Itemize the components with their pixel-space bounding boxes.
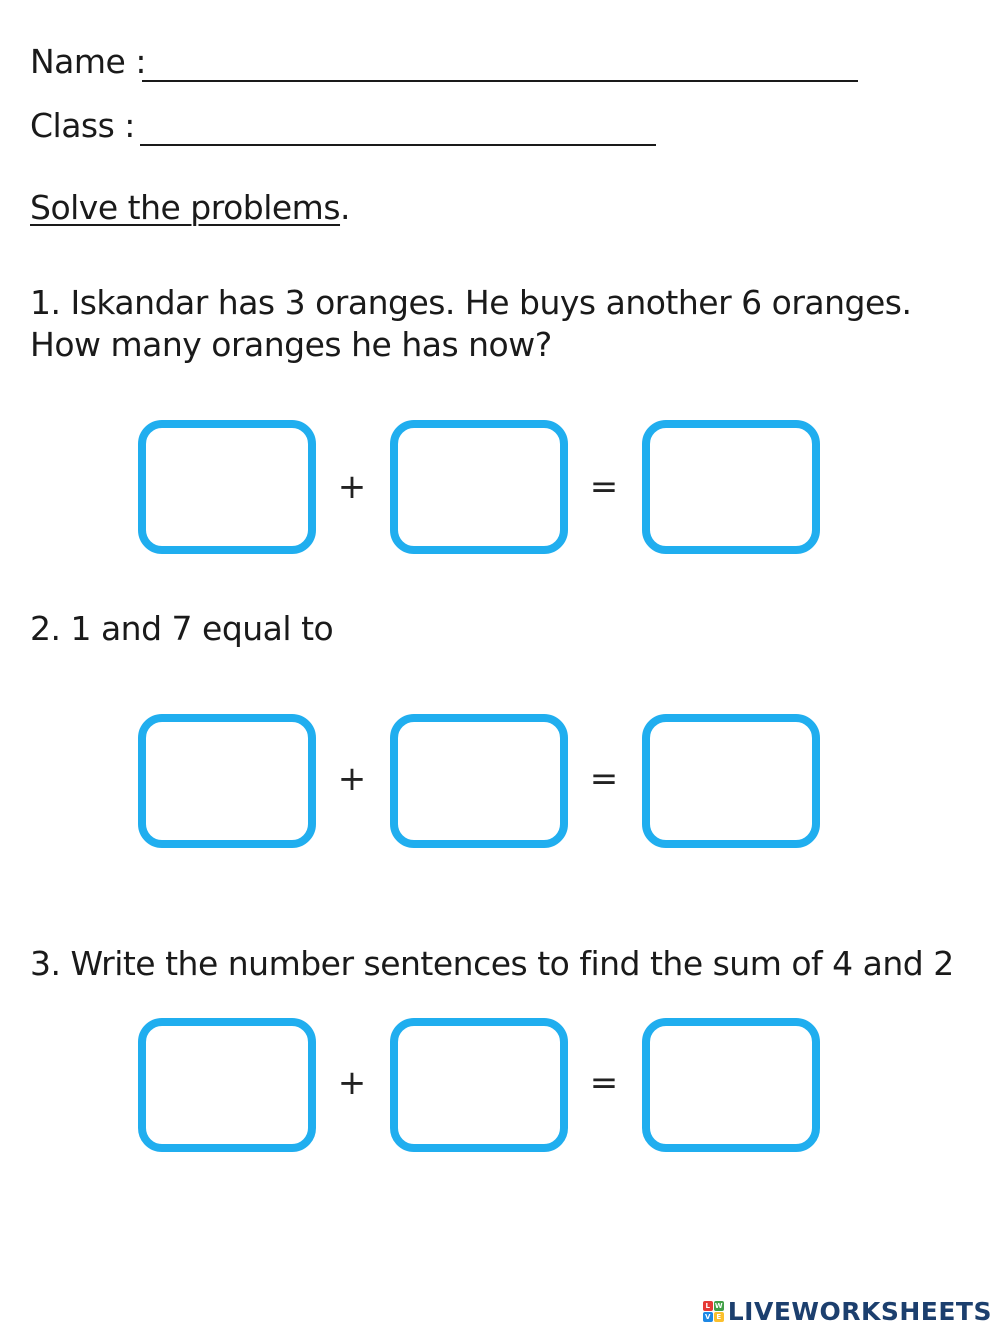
logo-tile-3: V [703, 1312, 713, 1322]
q2-addend-2-box[interactable] [390, 714, 568, 848]
question-3-text: 3. Write the number sentences to find the sum of 4 and 2 [30, 944, 954, 983]
liveworksheets-brand [703, 1297, 992, 1326]
q2-equals-sign: = [589, 759, 619, 799]
q3-addend-2-box[interactable] [390, 1018, 568, 1152]
q3-equals-sign: = [589, 1063, 619, 1103]
question-2-text: 2. 1 and 7 equal to [30, 609, 334, 648]
name-field-line[interactable] [142, 80, 858, 82]
liveworksheets-logo-icon [703, 1301, 724, 1322]
q2-plus-sign: + [337, 759, 367, 799]
question-1-text: 1. Iskandar has 3 oranges. He buys another 6 oranges. How many oranges he has now? [30, 283, 912, 364]
q3-addend-1-box[interactable] [138, 1018, 316, 1152]
q2-addend-1-box[interactable] [138, 714, 316, 848]
q1-sum-box[interactable] [642, 420, 820, 554]
name-label: Name : [30, 42, 146, 81]
brand-text: LIVEWORKSHEETS [727, 1297, 992, 1326]
q1-addend-2-box[interactable] [390, 420, 568, 554]
logo-tile-1: L [703, 1301, 713, 1311]
instruction-period: . [340, 188, 351, 227]
q3-plus-sign: + [337, 1063, 367, 1103]
logo-tile-4: E [714, 1312, 724, 1322]
q1-addend-1-box[interactable] [138, 420, 316, 554]
q2-sum-box[interactable] [642, 714, 820, 848]
instruction-text: Solve the problems [30, 188, 341, 227]
class-field-line[interactable] [140, 144, 656, 146]
q1-plus-sign: + [337, 467, 367, 507]
instruction [30, 188, 350, 227]
logo-tile-2: W [714, 1302, 723, 1310]
q1-equals-sign: = [589, 467, 619, 507]
q3-sum-box[interactable] [642, 1018, 820, 1152]
class-label: Class : [30, 106, 135, 145]
